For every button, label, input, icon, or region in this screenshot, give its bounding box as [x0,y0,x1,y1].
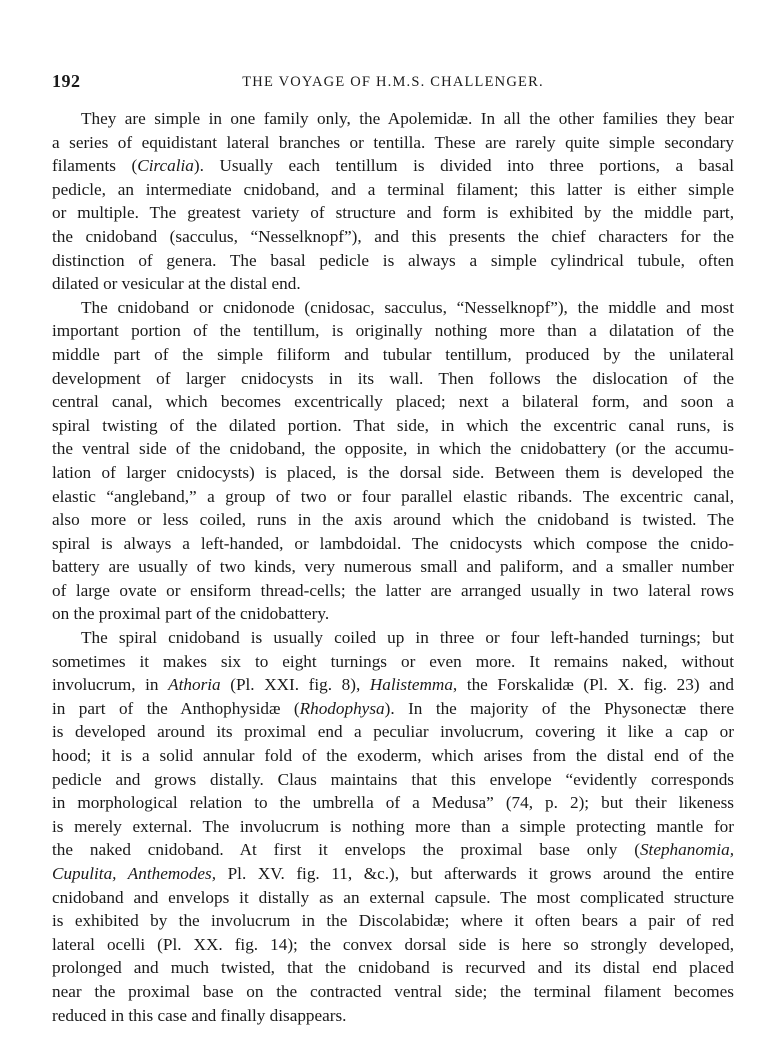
text-segment: a series of equidistant lateral branches or tentilla. These are rarely quite simple secondary [52,132,734,152]
running-title: THE VOYAGE OF H.M.S. CHALLENGER. [242,74,544,90]
italic-text: Cupulita, Anthemodes, [52,864,217,883]
text-segment: reduced in this case and finally disappears. [52,1005,347,1025]
text-segment: the naked cnidoband. At first it envelops the proximal base only ( [52,840,640,860]
text-line [52,555,734,579]
text-line [52,249,734,273]
text-line [52,201,734,225]
text-segment: is exhibited by the involucrum in the Discolabidæ; where it often bears a pair of red [52,911,734,931]
text-segment: near the proximal base on the contracted ventral side; the terminal filament becomes [52,981,734,1001]
text-segment: the ventral side of the cnidoband, the opposite, in which the cnidobattery (or the accumu- [52,439,734,459]
paragraph [52,626,734,1027]
text-segment: is developed around its proximal end a peculiar involucrum, covering it like a cap or [52,722,734,742]
text-line [52,319,734,343]
text-line [52,980,734,1004]
text-line [52,437,734,461]
text-line [52,1004,734,1028]
paragraph [52,296,734,626]
text-line [52,390,734,414]
text-segment: development of larger cnidocysts in its wall. Then follows the dislocation of the [52,368,734,388]
text-line [52,673,734,697]
italic-text: Circalia [137,156,194,176]
text-segment: lation of larger cnidocysts) is placed, is the dorsal side. Between them is developed the [52,462,734,482]
text-segment: distinction of genera. The basal pedicle is always a simple cylindrical tubule, often [52,250,734,270]
text-segment: pedicle, an intermediate cnidoband, and a terminal filament; this latter is either simple [52,179,734,199]
text-segment: in morphological relation to the umbrella of a Medusa” (74, p. 2); but their likeness [52,793,734,813]
text-line [52,296,734,320]
italic-text: Stephanomia, [639,840,734,860]
text-segment: They are simple in one family only, the Apolemidæ. In all the other families they bear [81,109,734,128]
text-line [52,838,734,862]
text-segment: elastic “angleband,” a group of two or four parallel elastic ribands. The excentric canal, [52,486,734,506]
text-segment: spiral twisting of the dilated portion. That side, in which the excentric canal runs, is [52,415,734,435]
italic-text: Athoria [168,675,221,695]
text-segment: of large ovate or ensiform thread-cells; the latter are arranged usually in two lateral rows [52,580,734,600]
text-segment: involucrum, in [52,675,169,695]
text-segment: pedicle and grows distally. Claus maintains that this envelope “evidently corresponds [52,769,734,789]
text-segment: or multiple. The greatest variety of structure and form is exhibited by the middle part, [52,203,734,223]
text-segment: Pl. XV. fig. 11, &c.), but afterwards it grows around the entire [216,864,734,883]
text-line [52,579,734,603]
text-line [52,461,734,485]
text-line [52,485,734,509]
text-segment: cnidoband and envelops it distally as an external capsule. The most complicated structure [52,887,734,907]
text-line [52,131,734,155]
text-segment: battery are usually of two kinds, very numerous small and paliform, and a smaller number [52,557,734,577]
text-line [52,933,734,957]
text-segment: The spiral cnidoband is usually coiled up in three or four left-handed turnings; but [81,628,734,648]
italic-text: Rhodophysa [299,698,385,718]
text-line [52,532,734,556]
text-segment: spiral is always a left-handed, or lambdoidal. The cnidocysts which compose the cnido- [52,533,734,553]
text-line [52,154,734,178]
text-segment: in part of the Anthophysidæ ( [52,698,300,718]
text-segment: also more or less coiled, runs in the axis around which the cnidoband is twisted. The [52,510,734,530]
paragraph [52,107,734,296]
text-segment: important portion of the tentillum, is originally nothing more than a dilatation of the [52,321,734,341]
text-line [52,343,734,367]
text-segment: middle part of the simple filiform and tubular tentillum, produced by the unilateral [52,344,734,364]
text-line [52,367,734,391]
text-line [52,909,734,933]
text-segment: (Pl. XXI. fig. 8), [220,675,370,695]
text-segment: , the Forskalidæ (Pl. X. fig. 23) and [452,675,734,695]
text-line [52,956,734,980]
text-segment: dilated or vesicular at the distal end. [52,274,301,294]
text-line [52,697,734,721]
text-line [52,272,734,296]
text-segment: ). Usually each tentillum is divided into three portions, a basal [193,156,735,176]
text-segment: filaments ( [52,156,138,176]
text-line [52,768,734,792]
text-line [52,508,734,532]
text-segment: prolonged and much twisted, that the cnidoband is recurved and its distal end placed [52,958,734,978]
text-line [52,107,734,131]
text-line [52,886,734,910]
text-line [52,178,734,202]
running-header [52,71,734,95]
body-text [52,107,734,1027]
text-line [52,791,734,815]
text-line [52,720,734,744]
text-line [52,602,734,626]
text-line [52,744,734,768]
text-line [52,414,734,438]
page-number: 192 [52,71,81,91]
text-segment: on the proximal part of the cnidobattery. [52,604,330,624]
text-line [52,862,734,886]
text-segment: hood; it is a solid annular fold of the exoderm, which arises from the distal end of the [52,746,734,766]
text-segment: lateral ocelli (Pl. XX. fig. 14); the convex dorsal side is here so strongly developed, [52,934,734,954]
text-segment: sometimes it makes six to eight turnings or even more. It remains naked, without [52,651,734,671]
text-segment: The cnidoband or cnidonode (cnidosac, sacculus, “Nesselknopf”), the middle and most [81,297,734,317]
text-segment: central canal, which becomes excentrically placed; next a bilateral form, and soon a [52,392,734,412]
text-line [52,626,734,650]
text-segment: is merely external. The involucrum is nothing more than a simple protecting mantle for [52,816,734,836]
text-line [52,225,734,249]
text-segment: the cnidoband (sacculus, “Nesselknopf”), and this presents the chief characters for the [52,226,734,246]
italic-text: Halistemma [369,675,453,695]
text-segment: ). In the majority of the Physonectæ there [384,698,734,718]
text-line [52,815,734,839]
text-line [52,650,734,674]
